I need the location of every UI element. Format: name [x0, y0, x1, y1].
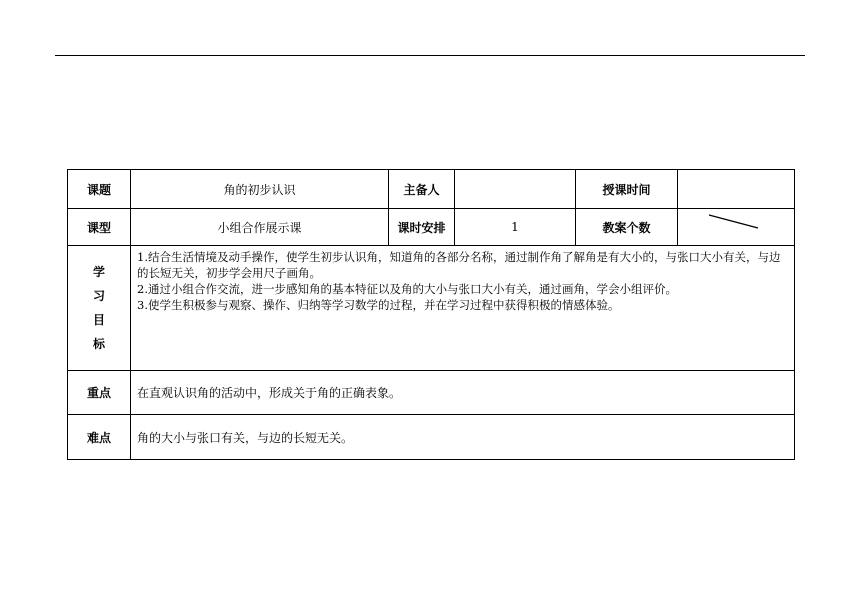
topic-value: 角的初步认识	[131, 170, 389, 209]
goals-label-char: 习	[92, 289, 105, 303]
difficulty-value: 角的大小与张口有关，与边的长短无关。	[131, 415, 795, 460]
type-value: 小组合作展示课	[131, 209, 389, 246]
difficulty-label: 难点	[68, 415, 131, 460]
goals-label	[68, 246, 131, 371]
header-rule	[55, 55, 805, 56]
table-row	[68, 246, 795, 371]
diagonal-line	[678, 209, 795, 246]
key-point-value: 在直观认识角的活动中，形成关于角的正确表象。	[131, 371, 795, 415]
key-point-label: 重点	[68, 371, 131, 415]
preparer-value	[455, 170, 576, 209]
table-row	[68, 415, 795, 460]
goals-label-char: 目	[92, 313, 105, 327]
goals-label-char: 学	[92, 265, 105, 279]
hours-label: 课时安排	[389, 209, 455, 246]
plan-count-value	[678, 209, 795, 246]
type-label: 课型	[68, 209, 131, 246]
table-row	[68, 170, 795, 209]
lesson-plan-table	[67, 169, 795, 460]
goal-item: 2.通过小组合作交流，进一步感知角的基本特征以及角的大小与张口大小有关，通过画角，学会小组评价。	[137, 282, 677, 296]
topic-label: 课题	[68, 170, 131, 209]
table-row	[68, 209, 795, 246]
goals-label-char: 标	[92, 337, 105, 351]
preparer-label: 主备人	[389, 170, 455, 209]
teach-time-value	[678, 170, 795, 209]
teach-time-label: 授课时间	[576, 170, 678, 209]
table-row	[68, 371, 795, 415]
goals-content	[131, 246, 795, 371]
plan-count-label: 教案个数	[576, 209, 678, 246]
hours-value: 1	[455, 209, 576, 246]
goal-item: 1.结合生活情境及动手操作，使学生初步认识角，知道角的各部分名称，通过制作角了解角是有大小的，与张口大小有关，与边的长短无关，初步学会用尺子画角。	[137, 250, 781, 280]
goal-item: 3.使学生积极参与观察、操作、归纳等学习数学的过程，并在学习过程中获得积极的情感体验。	[137, 298, 620, 312]
